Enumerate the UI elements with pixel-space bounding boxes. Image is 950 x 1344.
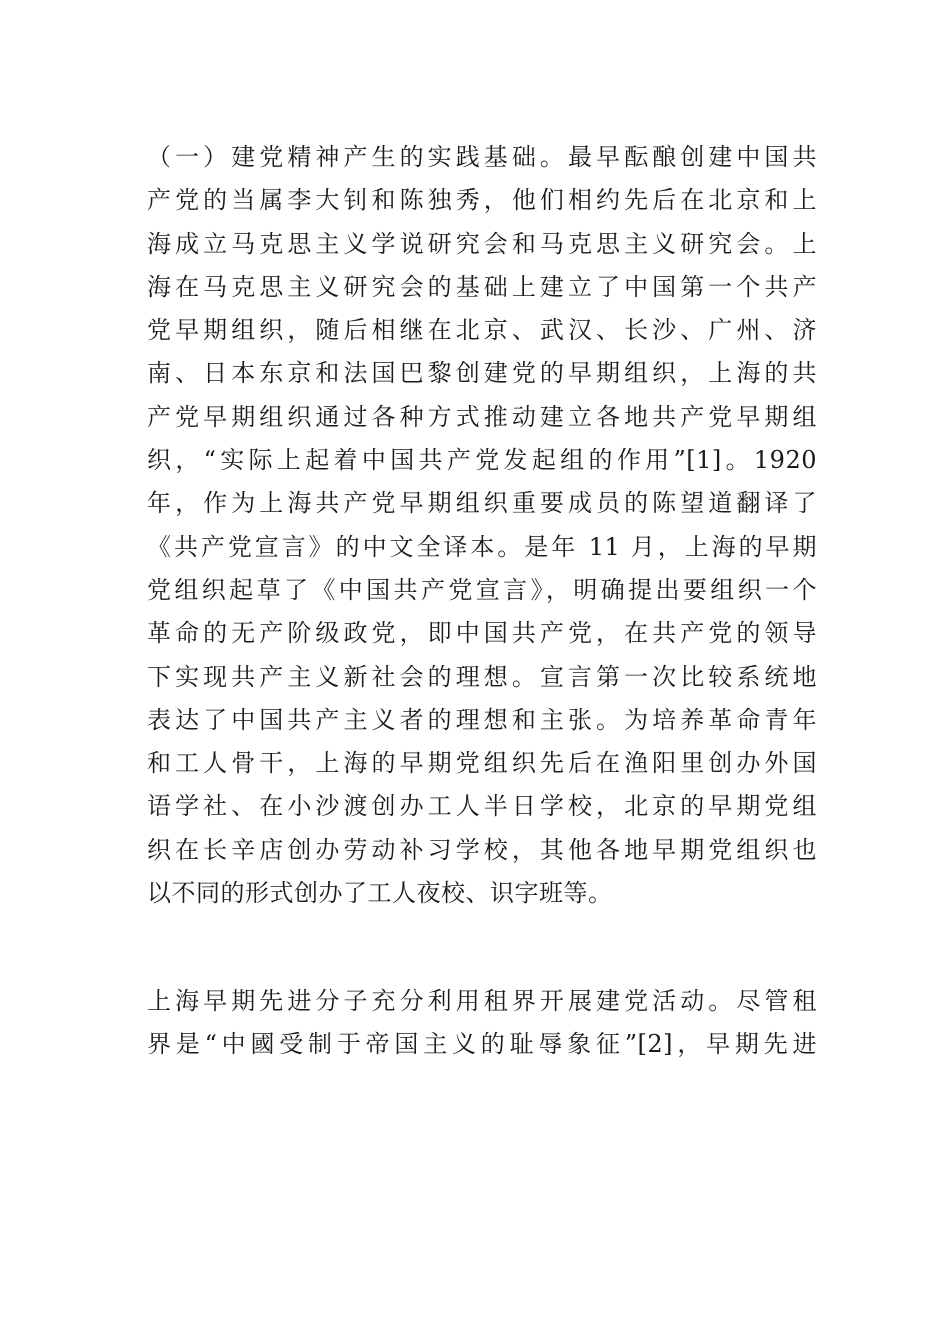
text-line: 产党的当属李大钊和陈独秀，他们相约先后在北京和上	[147, 186, 817, 215]
text-line: 织，“实际上起着中国共产党发起组的作用”[1]。1920	[147, 446, 817, 475]
text-line: 上海早期先进分子充分利用租界开展建党活动。尽管租	[147, 987, 817, 1015]
text-line: 和工人骨干，上海的早期党组织先后在渔阳里创办外国	[147, 749, 817, 778]
text-line: 产党早期组织通过各种方式推动建立各地共产党早期组	[147, 402, 817, 431]
text-line: （一）建党精神产生的实践基础。最早酝酿创建中国共	[147, 143, 817, 171]
text-line: 语学社、在小沙渡创办工人半日学校，北京的早期党组	[147, 792, 817, 821]
text-line: 党组织起草了《中国共产党宣言》，明确提出要组织一个	[147, 575, 817, 604]
text-line: 南、日本东京和法国巴黎创建党的早期组织，上海的共	[147, 359, 817, 388]
text-line: 以不同的形式创办了工人夜校、识字班等。	[147, 879, 613, 908]
text-line: 年，作为上海共产党早期组织重要成员的陈望道翻译了	[147, 489, 817, 518]
text-line: 织在长辛店创办劳动补习学校，其他各地早期党组织也	[147, 835, 817, 864]
text-line: 下实现共产主义新社会的理想。宣言第一次比较系统地	[147, 662, 817, 691]
text-line: 党早期组织，随后相继在北京、武汉、长沙、广州、济	[147, 316, 817, 345]
paragraph-practice-basis	[147, 136, 817, 915]
text-line: 《共产党宣言》的中文全译本。是年 11 月，上海的早期	[147, 532, 817, 561]
text-line: 海在马克思主义研究会的基础上建立了中国第一个共产	[147, 272, 817, 301]
paragraph-concession-activities	[147, 980, 817, 1067]
text-line: 革命的无产阶级政党，即中国共产党，在共产党的领导	[147, 619, 817, 648]
text-line: 表达了中国共产主义者的理想和主张。为培养革命青年	[147, 705, 817, 734]
text-line: 海成立马克思主义学说研究会和马克思主义研究会。上	[147, 229, 817, 258]
text-line: 界是“中國受制于帝国主义的耻辱象征”[2]，早期先进	[147, 1030, 817, 1059]
